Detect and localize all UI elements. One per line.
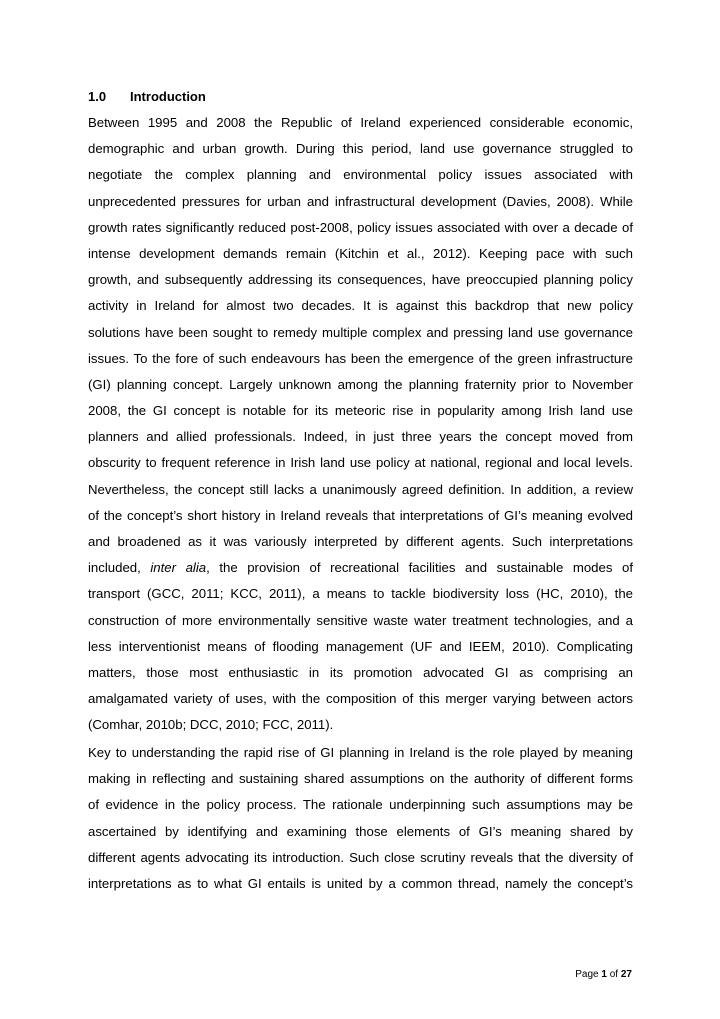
- paragraph-2: [88, 740, 633, 897]
- of-label: of: [609, 969, 619, 980]
- text-line: (GI) planning concept. Largely unknown among the planning fraternity prior to November: [88, 376, 633, 392]
- text-line: interpretations as to what GI entails is united by a common thread, namely the concept’s: [88, 875, 633, 891]
- italic-phrase: inter alia: [150, 560, 207, 576]
- text-line: solutions have been sought to remedy multiple complex and pressing land use governance: [88, 324, 633, 340]
- text-line: less interventionist means of flooding management (UF and IEEM, 2010). Complicating: [88, 638, 633, 654]
- text-line: Nevertheless, the concept still lacks a unanimously agreed definition. In addition, a review: [88, 481, 633, 497]
- text-fragment: , the provision of recreational facilities and sustainable modes of: [206, 560, 634, 576]
- section-heading: [88, 88, 206, 106]
- text-line: Key to understanding the rapid rise of GI planning in Ireland is the role played by meaning: [88, 745, 633, 760]
- text-line: activity in Ireland for almost two decades. It is against this backdrop that new policy: [88, 298, 633, 314]
- text-line: and broadened as it was variously interpreted by different agents. Such interpretations: [88, 534, 633, 549]
- section-title: Introduction: [130, 89, 206, 104]
- text-line: negotiate the complex planning and environmental policy issues associated with: [88, 167, 633, 183]
- text-line: Between 1995 and 2008 the Republic of Ireland experienced considerable economic,: [88, 115, 633, 130]
- total-pages-number: 27: [620, 969, 632, 980]
- text-line: matters, those most enthusiastic in its promotion advocated GI as comprising an: [88, 664, 633, 680]
- text-line: 2008, the GI concept is notable for its meteoric rise in popularity among Irish land use: [88, 403, 633, 419]
- current-page-number: 1: [601, 969, 607, 980]
- text-line: planners and allied professionals. Indeed, in just three years the concept moved from: [88, 429, 633, 445]
- text-line: demographic and urban growth. During this period, land use governance struggled to: [88, 141, 633, 157]
- text-line: growth rates significantly reduced post-2008, policy issues associated with over a decade of: [88, 219, 633, 235]
- paragraph-1: [88, 110, 633, 739]
- text-line: making in reflecting and sustaining shared assumptions on the authority of different forms: [88, 771, 633, 787]
- text-line: growth, and subsequently addressing its consequences, have preoccupied planning policy: [88, 272, 633, 288]
- text-line: [88, 555, 633, 581]
- text-line: amalgamated variety of uses, with the composition of this merger varying between actors: [88, 691, 633, 707]
- text-line: obscurity to frequent reference in Irish land use policy at national, regional and local levels.: [88, 455, 633, 471]
- text-line: issues. To the fore of such endeavours has been the emergence of the green infrastructure: [88, 350, 633, 366]
- text-line: of the concept’s short history in Ireland reveals that interpretations of GI’s meaning evolved: [88, 507, 633, 523]
- text-line: transport (GCC, 2011; KCC, 2011), a means to tackle biodiversity loss (HC, 2010), the: [88, 586, 633, 602]
- page-footer: [575, 968, 632, 982]
- page-label: Page: [575, 969, 599, 980]
- text-line: ascertained by identifying and examining those elements of GI’s meaning shared by: [88, 823, 633, 839]
- text-line: different agents advocating its introduction. Such close scrutiny reveals that the diversity of: [88, 849, 633, 865]
- text-line: construction of more environmentally sensitive waste water treatment technologies, and a: [88, 612, 633, 628]
- text-line: unprecedented pressures for urban and infrastructural development (Davies, 2008). While: [88, 193, 633, 209]
- text-line: (Comhar, 2010b; DCC, 2010; FCC, 2011).: [88, 717, 334, 733]
- text-fragment: included,: [88, 560, 151, 576]
- text-line: of evidence in the policy process. The rationale underpinning such assumptions may be: [88, 797, 633, 813]
- section-number: 1.0: [88, 89, 107, 104]
- text-line: intense development demands remain (Kitchin et al., 2012). Keeping pace with such: [88, 245, 633, 261]
